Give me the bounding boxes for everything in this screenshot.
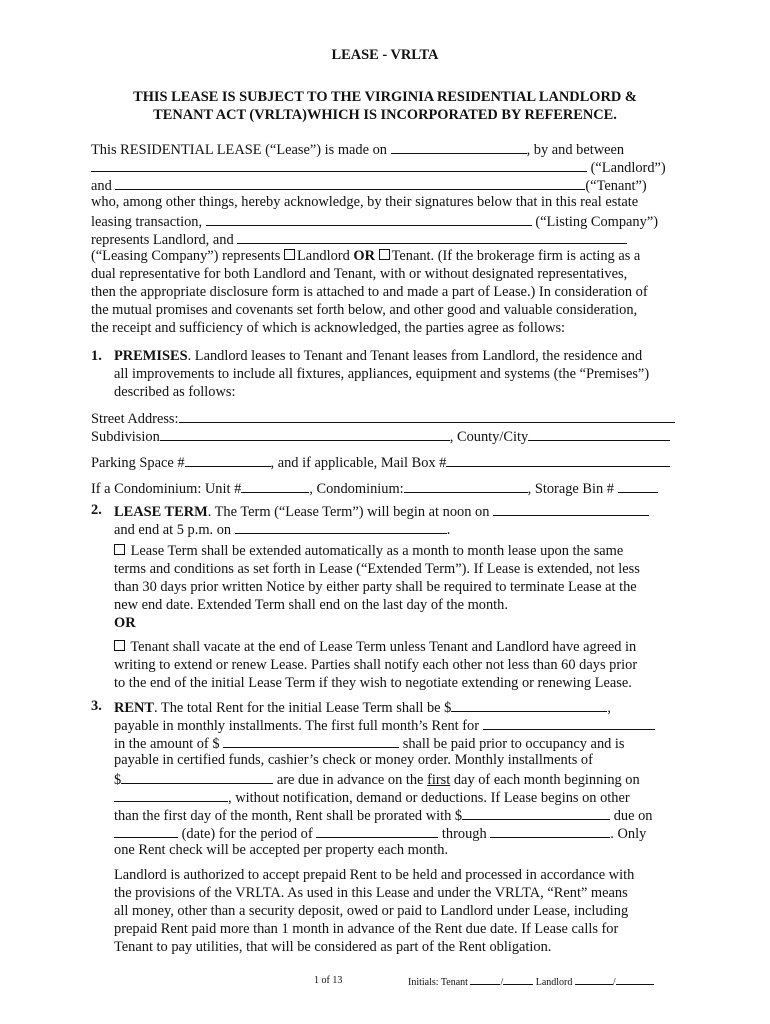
intro-line-7: (“Leasing Company”) represents Landlord OR Tenant. (If the brokerage firm is acting as a xyxy=(91,248,641,264)
prorated-amount-blank[interactable] xyxy=(462,806,610,820)
tenant-initial-2-blank[interactable] xyxy=(503,975,533,985)
rent-line-2: payable in monthly installments. The first full month’s Rent for xyxy=(114,716,655,736)
premises-heading: PREMISES xyxy=(114,348,188,364)
term-option-2-line-2: writing to extend or renew Lease. Parties shall notify each other not less than 60 days prior xyxy=(114,657,638,673)
intro-line-9: then the appropriate disclosure form is attached to and made a part of Lease.) In consideration of xyxy=(91,284,648,300)
term-option-1-line-1: Lease Term shall be extended automatically as a month to month lease upon the same xyxy=(114,543,623,561)
tenant-name-blank[interactable] xyxy=(115,176,585,190)
landlord-initial-1-blank[interactable] xyxy=(575,975,613,985)
subdivision-line: Subdivision , County/City xyxy=(91,427,670,447)
leasing-company-blank[interactable] xyxy=(237,230,627,244)
represents-landlord-checkbox[interactable] xyxy=(284,249,295,260)
rent-line-5: $ are due in advance on the first day of each month beginning on xyxy=(114,772,640,788)
term-line-2: and end at 5 p.m. on . xyxy=(114,522,451,538)
section-1-number: 1. xyxy=(91,348,102,364)
vacate-at-end-checkbox[interactable] xyxy=(114,640,125,651)
rent-line-3: in the amount of $ shall be paid prior to occupancy and is xyxy=(114,736,625,752)
total-rent-blank[interactable] xyxy=(451,698,607,712)
rent-paragraph-2-line-5: Tenant to pay utilities, that will be considered as part of the Rent obligation. xyxy=(114,939,552,955)
rent-line-4: payable in certified funds, cashier’s check or money order. Monthly installments of xyxy=(114,752,593,768)
condominium-blank[interactable] xyxy=(404,479,528,493)
document-title: LEASE - VRLTA xyxy=(331,47,439,63)
term-option-2-line-3: to the end of the initial Lease Term if they wish to negotiate extending or renewing Lease. xyxy=(114,675,632,691)
term-option-1-line-4: new end date. Extended Term shall end on the last day of the month. xyxy=(114,597,508,613)
mail-box-blank[interactable] xyxy=(446,453,670,467)
term-start-blank[interactable] xyxy=(493,502,649,516)
storage-bin-blank[interactable] xyxy=(618,479,658,493)
premises-line-3: described as follows: xyxy=(114,384,236,400)
listing-company-blank[interactable] xyxy=(206,212,532,226)
monthly-installment-blank[interactable] xyxy=(121,770,273,784)
intro-line-6: represents Landlord, and xyxy=(91,230,627,250)
rent-line-8: (date) for the period of through . Only xyxy=(114,824,646,844)
term-line-1: LEASE TERM. The Term (“Lease Term”) will begin at noon on xyxy=(114,502,649,522)
subdivision-blank[interactable] xyxy=(160,427,450,441)
intro-line-4: who, among other things, hereby acknowledge, by their signatures below that in this real estate xyxy=(91,194,639,210)
first-month-amount-blank[interactable] xyxy=(223,734,399,748)
street-address-line: Street Address: xyxy=(91,409,675,429)
footer-initials: Initials: Tenant / Landlord / xyxy=(408,975,654,989)
premises-line-1: PREMISES. Landlord leases to Tenant and Tenant leases from Landlord, the residence and xyxy=(114,348,643,364)
prorated-date-blank[interactable] xyxy=(114,824,178,838)
street-address-blank[interactable] xyxy=(179,409,675,423)
rent-paragraph-2-line-3: all money, other than a security deposit, owed or paid to Landlord under Lease, including xyxy=(114,903,629,919)
lease-date-blank[interactable] xyxy=(391,140,527,154)
intro-line-3: and (“Tenant”) xyxy=(91,178,647,194)
term-heading: LEASE TERM xyxy=(114,504,208,520)
intro-line-11: the receipt and sufficiency of which is acknowledged, the parties agree as follows: xyxy=(91,320,566,336)
parking-space-blank[interactable] xyxy=(185,453,271,467)
term-or: OR xyxy=(114,615,136,631)
rent-line-6: , without notification, demand or deductions. If Lease begins on other xyxy=(114,788,630,808)
rent-heading: RENT xyxy=(114,700,154,716)
term-option-2-line-1: Tenant shall vacate at the end of Lease Term unless Tenant and Landlord have agreed in xyxy=(114,639,636,657)
landlord-initial-2-blank[interactable] xyxy=(616,975,654,985)
page-number: 1 of 13 xyxy=(314,975,343,986)
rent-line-1: RENT. The total Rent for the initial Lease Term shall be $ , xyxy=(114,700,611,716)
rent-paragraph-2-line-1: Landlord is authorized to accept prepaid Rent to be held and processed in accordance with xyxy=(114,867,635,883)
county-city-blank[interactable] xyxy=(528,427,670,441)
term-option-1-line-3: than 30 days prior written Notice by either party shall be required to terminate Lease at the xyxy=(114,579,637,595)
first-month-blank[interactable] xyxy=(483,716,655,730)
term-end-blank[interactable] xyxy=(235,520,447,534)
subtitle-line-2: TENANT ACT (VRLTA)WHICH IS INCORPORATED BY REFERENCE. xyxy=(153,107,617,123)
intro-line-10: the mutual promises and covenants set forth below, and other good and valuable consideration, xyxy=(91,302,638,318)
rent-paragraph-2-line-2: the provisions of the VRLTA. As used in this Lease and under the VRLTA, “Rent” means xyxy=(114,885,628,901)
rent-line-9: one Rent check will be accepted per property each month. xyxy=(114,842,449,858)
condominium-line: If a Condominium: Unit # , Condominium: , Storage Bin # xyxy=(91,479,658,499)
premises-line-2: all improvements to include all fixtures, appliances, equipment and systems (the “Premises”) xyxy=(114,366,650,382)
represents-tenant-checkbox[interactable] xyxy=(379,249,390,260)
rent-begin-date-blank[interactable] xyxy=(114,788,228,802)
section-3-number: 3. xyxy=(91,698,102,714)
period-from-blank[interactable] xyxy=(316,824,438,838)
rent-line-7: than the first day of the month, Rent shall be prorated with $ due on xyxy=(114,808,653,824)
section-2-number: 2. xyxy=(91,502,102,518)
intro-line-2: (“Landlord”) xyxy=(91,158,666,178)
tenant-initial-1-blank[interactable] xyxy=(470,975,500,985)
intro-line-5: leasing transaction, (“Listing Company”) xyxy=(91,214,659,230)
subtitle-line-1: THIS LEASE IS SUBJECT TO THE VIRGINIA RESIDENTIAL LANDLORD & xyxy=(133,89,637,105)
parking-line: Parking Space # , and if applicable, Mail Box # xyxy=(91,453,670,473)
rent-paragraph-2-line-4: prepaid Rent paid more than 1 month in advance of the Rent due date. If Lease calls for xyxy=(114,921,619,937)
landlord-name-blank[interactable] xyxy=(91,158,587,172)
intro-line-8: dual representative for both Landlord and Tenant, with or without designated representatives, xyxy=(91,266,628,282)
extend-automatically-checkbox[interactable] xyxy=(114,544,125,555)
condo-unit-blank[interactable] xyxy=(241,479,309,493)
period-through-blank[interactable] xyxy=(490,824,610,838)
term-option-1-line-2: terms and conditions as set forth in Lease (“Extended Term”). If Lease is extended, not less xyxy=(114,561,640,577)
intro-line-1: This RESIDENTIAL LEASE (“Lease”) is made on , by and between xyxy=(91,142,625,158)
